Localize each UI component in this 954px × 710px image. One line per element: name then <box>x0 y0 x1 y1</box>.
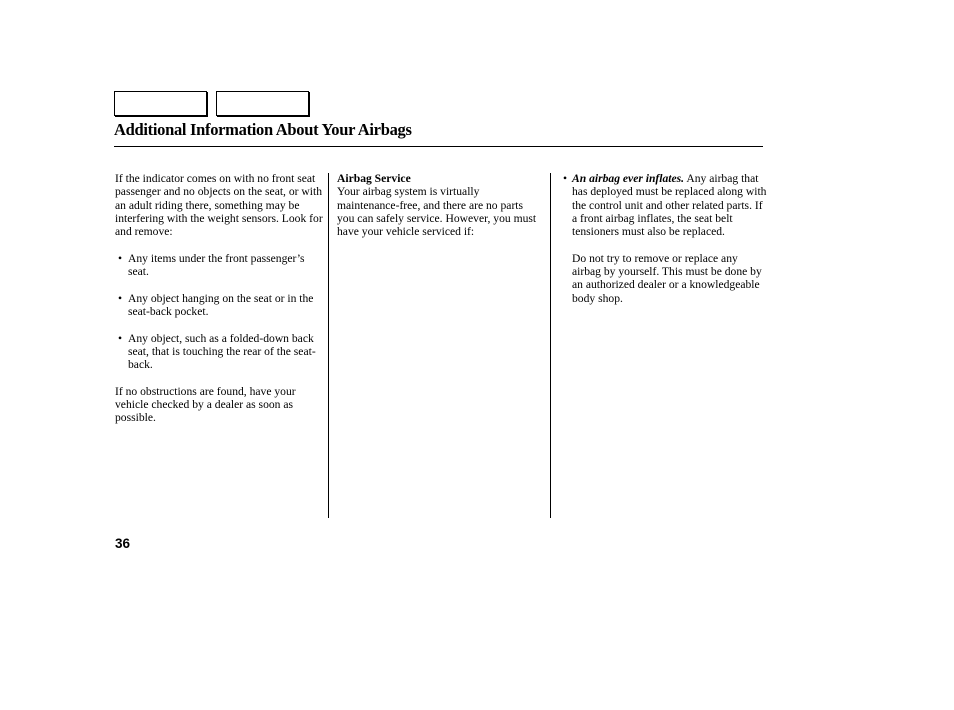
warning-paragraph: Do not try to remove or replace any airbag by yourself. This must be done by an authorized dealer or a knowledgeable body shop. <box>572 251 762 305</box>
section-subheading: Airbag Service <box>337 172 411 185</box>
column-divider <box>550 173 551 518</box>
list-item-text: Any airbag that has deployed must be replaced along with the control unit and other related parts. If a front airbag inflates, the seat belt tensioners must also be replaced. <box>572 172 767 239</box>
list-item <box>115 292 323 319</box>
page-number: 36 <box>115 536 131 551</box>
list-item-text: Any object hanging on the seat or in the seat-back pocket. <box>128 291 314 318</box>
column-2 <box>337 172 542 238</box>
column-divider <box>328 173 329 518</box>
bullet-lead-text: An airbag ever inflates. <box>572 172 685 185</box>
intro-paragraph: If the indicator comes on with no front seat passenger and no objects on the seat, or with an adult riding there, something may be interfering with the weight sensors. Look for and remove: <box>115 172 323 239</box>
nav-tab-box-2[interactable] <box>216 91 309 116</box>
bullet-glyph: • <box>563 172 568 185</box>
column-3 <box>562 172 767 305</box>
list-item-text: Any items under the front passenger’s seat. <box>128 251 305 279</box>
bullet-glyph: • <box>118 251 123 265</box>
list-item <box>115 252 323 279</box>
service-paragraph: Your airbag system is virtually maintenance-free, and there are no parts you can safely service. However, you must have your vehicle serviced if: <box>337 185 537 239</box>
list-item <box>562 172 767 238</box>
nav-tab-box-1[interactable] <box>114 91 207 116</box>
warning-paragraph-wrap <box>562 252 767 305</box>
heading-rule <box>114 146 763 147</box>
bullet-glyph: • <box>118 291 123 305</box>
page-heading: Additional Information About Your Airbags <box>114 120 412 139</box>
closing-paragraph: If no obstructions are found, have your vehicle checked by a dealer as soon as possible. <box>115 384 296 425</box>
list-item <box>115 332 323 372</box>
column-1 <box>115 172 323 425</box>
bullet-glyph: • <box>118 331 123 345</box>
list-item-text: Any object, such as a folded-down back seat, that is touching the rear of the seat-back. <box>128 331 316 372</box>
